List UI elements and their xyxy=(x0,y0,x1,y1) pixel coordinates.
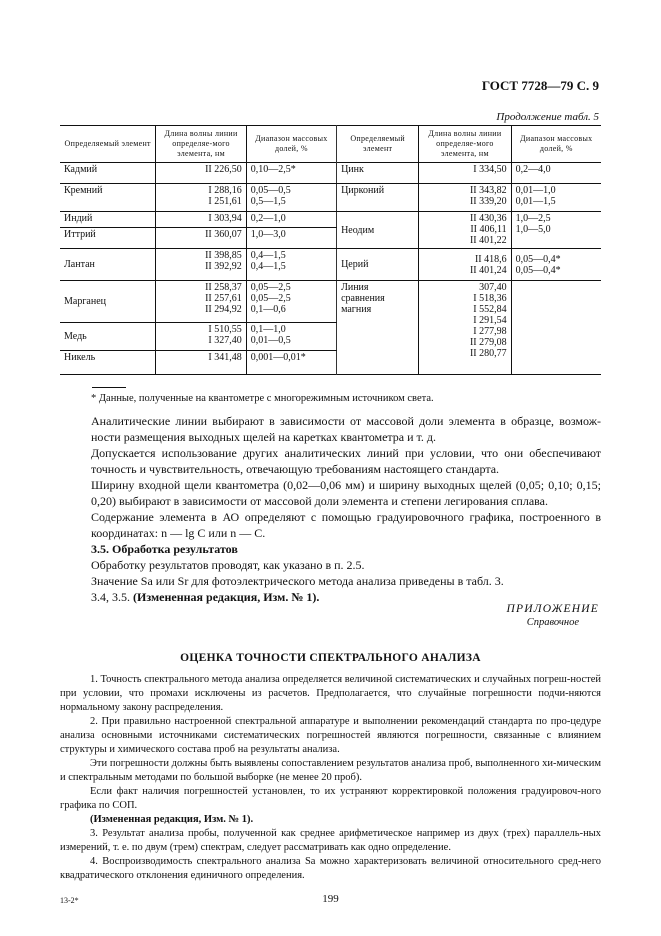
cell-range: 1,0—3,0 xyxy=(246,228,336,249)
wavelength-value: II 392,92 xyxy=(205,261,242,272)
cell-wavelength xyxy=(156,249,246,281)
paragraph: Эти погрешности должны быть выявлены сопоставлением результатов анализа проб, выполненного хи-мическим и спектральным методами по большой выборке (не менее 20 проб). xyxy=(60,758,601,783)
table-row xyxy=(60,281,601,323)
paragraph: Аналитические линии выбирают в зависимости от массовой доли элемента в образце, возмож-ности размещения выходных щелей на каретках квантометра и т. д. xyxy=(91,414,601,444)
range-value: 0,01—0,5 xyxy=(250,335,291,346)
header-wavelength-2: Длина волны линии определяе-мого элемента, нм xyxy=(419,126,511,163)
cell-element: Никель xyxy=(60,351,156,375)
cell-wavelength xyxy=(419,212,511,249)
paragraph: Допускается использование других аналитических линий при условии, что они обеспечивают точность и чувствительность, отвечающую требованиям настоящего стандарта. xyxy=(91,446,601,476)
wavelength-value: II 430,36 xyxy=(469,213,507,224)
cell-element: Лантан xyxy=(60,249,156,281)
table-row xyxy=(60,212,601,228)
cell-wavelength xyxy=(156,281,246,323)
wavelength-value: II 279,08 xyxy=(469,337,507,348)
cell-element: Линия сравнения магния xyxy=(337,281,419,375)
cell-wavelength: II 360,07 xyxy=(156,228,246,249)
footnote: * Данные, полученные на квантометре с многорежимным источником света. xyxy=(91,393,434,404)
header-element: Определяемый элемент xyxy=(60,126,156,163)
cell-range xyxy=(246,281,336,323)
header-range: Диапазон массовых долей, % xyxy=(246,126,336,163)
cell-wavelength xyxy=(419,249,511,281)
table-header-row xyxy=(60,126,601,163)
cell-range xyxy=(246,184,336,212)
range-value: 1,0—5,0 xyxy=(515,224,551,235)
range-value: 0,01—1,0 xyxy=(515,185,556,196)
wavelength-value: I 288,16 xyxy=(208,185,242,196)
table-row xyxy=(60,184,601,212)
cell-wavelength xyxy=(156,184,246,212)
page-number: 199 xyxy=(322,893,339,905)
appendix-label: ПРИЛОЖЕНИЕ xyxy=(506,603,599,615)
cell-wavelength: I 303,94 xyxy=(156,212,246,228)
wavelength-value: I 327,40 xyxy=(208,335,242,346)
paragraph: 3. Результат анализа пробы, полученной как среднее арифметическое например из двух (трех) параллель-ных измерений, т. е. по двум (трем) спектрам, следует рассматривать как одно определение. xyxy=(60,828,601,853)
range-value: 0,05—0,4* xyxy=(515,264,561,276)
paragraph: Если факт наличия погрешностей установлен, то их устраняют корректировкой положения градуировоч-ного графика по СОП. xyxy=(60,786,601,811)
footnote-divider xyxy=(92,387,126,388)
cell-element: Медь xyxy=(60,323,156,351)
wavelength-value: I 291,54 xyxy=(473,315,507,326)
paragraph: Значение Sa или Sr для фотоэлектрического метода анализа приведены в табл. 3. xyxy=(91,574,504,588)
cell-element: Кадмий xyxy=(60,163,156,184)
wavelength-value: II 294,92 xyxy=(205,304,242,315)
cell-wavelength: II 226,50 xyxy=(156,163,246,184)
range-value: 0,1—1,0 xyxy=(250,324,286,335)
cell-range xyxy=(246,249,336,281)
cell-element: Неодим xyxy=(337,212,419,249)
wavelength-value: 307,40 xyxy=(479,282,507,293)
header-wavelength: Длина волны линии определяе-мого элемента, нм xyxy=(156,126,246,163)
cell-element: Церий xyxy=(337,249,419,281)
wavelength-value: II 398,85 xyxy=(205,250,242,261)
wavelength-value: II 343,82 xyxy=(469,185,507,196)
header-element-2: Определяемый элемент xyxy=(337,126,419,163)
range-value: 0,4—1,5 xyxy=(250,261,286,272)
cell-range xyxy=(511,184,601,212)
cell-range-empty xyxy=(511,281,601,375)
cell-range: 0,2—1,0 xyxy=(246,212,336,228)
amendment-ref: 3.4, 3.5. xyxy=(91,590,130,604)
cell-range xyxy=(511,212,601,249)
cell-range xyxy=(511,249,601,281)
paragraph: 2. При правильно настроенной спектральной аппаратуре и выполнении рекомендаций стандарта по про-цедуре анализа основными источниками систематических погрешностей являются погрешности, связанные с влиянием структуры и химического состава проб на результаты анализа. xyxy=(60,716,601,755)
wavelength-value: II 280,77 xyxy=(469,348,507,359)
table-row xyxy=(60,163,601,184)
cell-element: Индий xyxy=(60,212,156,228)
wavelength-value: I 518,36 xyxy=(473,293,507,304)
wavelength-value: I 251,61 xyxy=(208,196,242,207)
appendix-text xyxy=(60,673,601,883)
wavelength-value: II 406,11 xyxy=(470,224,507,235)
table-continuation-label: Продолжение табл. 5 xyxy=(496,111,599,123)
wavelength-value: II 401,24 xyxy=(469,264,507,276)
cell-range: 0,10—2,5* xyxy=(246,163,336,184)
section-heading: 3.5. Обработка результатов xyxy=(91,542,238,556)
range-value: 0,05—0,5 xyxy=(250,185,291,196)
cell-range: 0,001—0,01* xyxy=(246,351,336,375)
paragraph: Обработку результатов проводят, как указано в п. 2.5. xyxy=(91,558,365,572)
cell-element: Кремний xyxy=(60,184,156,212)
wavelength-value: II 339,20 xyxy=(469,196,507,207)
range-value: 0,4—1,5 xyxy=(250,250,286,261)
cell-element: Иттрий xyxy=(60,228,156,249)
cell-wavelength: I 334,50 xyxy=(419,163,511,184)
cell-wavelength xyxy=(419,281,511,375)
range-value: 0,5—1,5 xyxy=(250,196,286,207)
wavelength-value: I 510,55 xyxy=(208,324,242,335)
range-value: 1,0—2,5 xyxy=(515,213,551,224)
paragraph: 1. Точность спектрального метода анализа определяется величиной систематических и случайных погреш-ностей при условии, что промахи исключены из расчетов. Предполагается, что случайные погрешности подчи-няются нормальному закону распределения. xyxy=(60,674,601,713)
range-value: 0,1—0,6 xyxy=(250,304,286,315)
table-row xyxy=(60,249,601,281)
cell-wavelength xyxy=(156,323,246,351)
elements-table xyxy=(60,125,601,375)
wavelength-value: II 257,61 xyxy=(205,293,242,304)
main-text xyxy=(91,413,601,605)
range-value: 0,05—0,4* xyxy=(515,253,561,265)
cell-wavelength xyxy=(419,184,511,212)
range-value: 0,05—2,5 xyxy=(250,293,291,304)
cell-range: 0,2—4,0 xyxy=(511,163,601,184)
page-header: ГОСТ 7728—79 С. 9 xyxy=(481,78,599,93)
range-value: 0,05—2,5 xyxy=(250,282,291,293)
appendix-title: ОЦЕНКА ТОЧНОСТИ СПЕКТРАЛЬНОГО АНАЛИЗА xyxy=(180,652,481,664)
range-value: 0,01—1,5 xyxy=(515,196,556,207)
amendment-note: (Измененная редакция, Изм. № 1). xyxy=(90,814,254,825)
cell-element: Марганец xyxy=(60,281,156,323)
cell-wavelength: I 341,48 xyxy=(156,351,246,375)
paragraph: 4. Воспроизводимость спектрального анализа Sa можно характеризовать величиной относительного сред-него квадратического отклонения единичного определения. xyxy=(60,856,601,881)
appendix-sublabel: Справочное xyxy=(526,617,579,628)
header-range-2: Диапазон массовых долей, % xyxy=(520,134,593,153)
wavelength-value: II 258,37 xyxy=(205,282,242,293)
paragraph: Содержание элемента в АО определяют с помощью градуировочного графика, построенного в координатах: n — lg C или n — C. xyxy=(91,510,601,540)
wavelength-value: I 552,84 xyxy=(473,304,507,315)
sheet-mark: 13-2* xyxy=(60,896,79,905)
wavelength-value: I 277,98 xyxy=(473,326,507,337)
wavelength-value: II 401,22 xyxy=(469,235,507,246)
wavelength-value: II 418,6 xyxy=(474,253,507,265)
cell-element: Цирконий xyxy=(337,184,419,212)
cell-element: Цинк xyxy=(337,163,419,184)
cell-range xyxy=(246,323,336,351)
paragraph: Ширину входной щели квантометра (0,02—0,06 мм) и ширину выходных щелей (0,05; 0,10; 0,15; 0,20) выбирают в зависимости от массовой доли элемента и степени легирования сплава. xyxy=(91,478,601,508)
amendment-note: (Измененная редакция, Изм. № 1). xyxy=(133,590,320,604)
